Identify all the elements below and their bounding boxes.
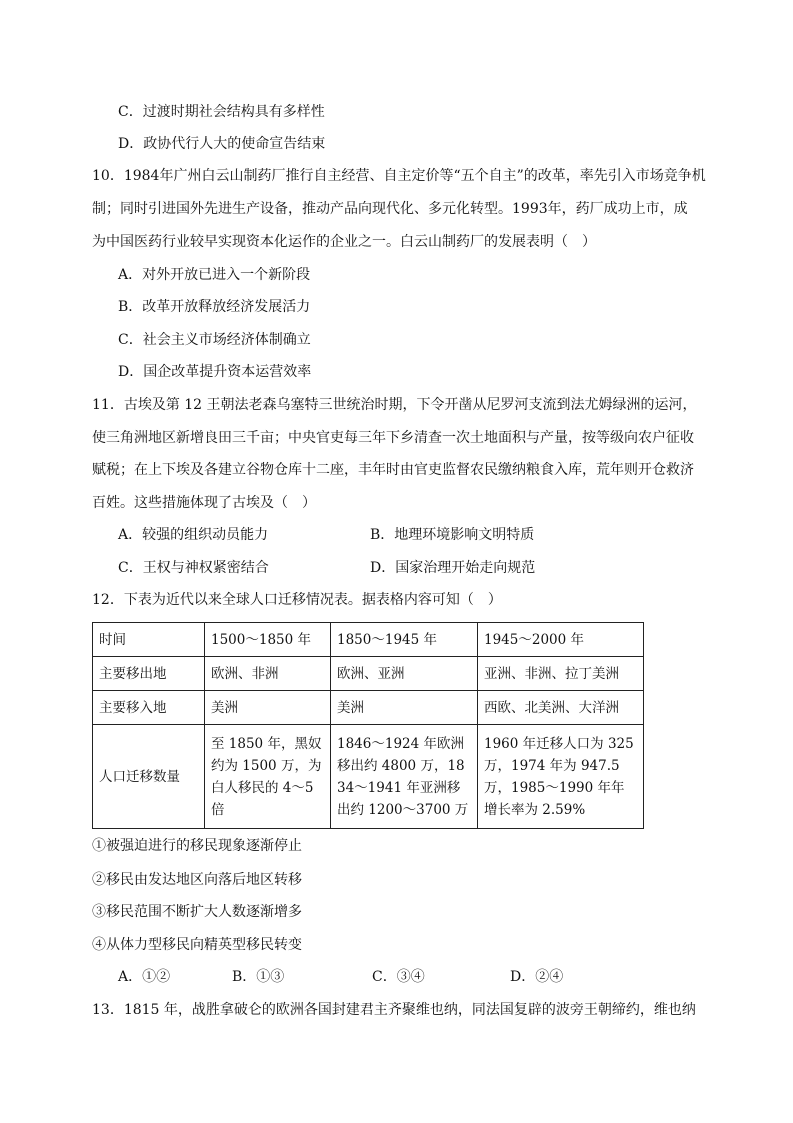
table-cell: 美洲 (205, 691, 331, 725)
q11-option-d: D．国家治理开始走向规范 (370, 560, 536, 576)
q12-option-a: A．①② (118, 969, 171, 985)
table-cell: 欧洲、亚洲 (331, 657, 478, 691)
q10-option-a: A．对外开放已进入一个新阶段 (118, 267, 311, 283)
table-cell: 人口迁移数量 (93, 725, 205, 829)
q9-option-c: C．过渡时期社会结构具有多样性 (118, 104, 325, 120)
q12-option-d: D．②④ (510, 969, 564, 985)
q10-stem-line-3: 为中国医药行业较早实现资本化运作的企业之一。白云山制药厂的发展表明（ ） (92, 234, 596, 250)
table-cell: 主要移入地 (93, 691, 205, 725)
q11-stem-line-2: 使三角洲地区新增良田三千亩；中央官吏每三年下乡清查一次土地面积与产量，按等级向农户征收 (92, 430, 694, 446)
q10-stem-line-1: 10．1984年广州白云山制药厂推行自主经营、自主定价等“五个自主”的改革，率先引入市场竞争机 (92, 168, 706, 184)
q12-item-4: ④从体力型移民向精英型移民转变 (92, 937, 302, 953)
q10-option-d: D．国企改革提升资本运营效率 (118, 364, 312, 380)
q12-item-2: ②移民由发达地区向落后地区转移 (92, 872, 302, 888)
q10-stem-line-2: 制；同时引进国外先进生产设备，推动产品向现代化、多元化转型。1993年，药厂成功上市，成 (92, 201, 688, 217)
q12-option-b: B．①③ (232, 969, 285, 985)
q12-item-3: ③移民范围不断扩大人数逐渐增多 (92, 904, 302, 920)
q11-option-a: A．较强的组织动员能力 (118, 527, 269, 543)
q11-option-c: C．王权与神权紧密结合 (118, 560, 269, 576)
table-row (93, 657, 644, 691)
table-cell: 1846～1924 年欧洲移出约 4800 万，1834～1941 年亚洲移出约 1200～3700 万 (331, 725, 478, 829)
table-cell: 主要移出地 (93, 657, 205, 691)
q10-option-c: C．社会主义市场经济体制确立 (118, 332, 311, 348)
table-header-cell: 1945～2000 年 (478, 623, 644, 657)
table-row (93, 691, 644, 725)
q13-stem-line-1: 13．1815 年，战胜拿破仑的欧洲各国封建君主齐聚维也纳，同法国复辟的波旁王朝缔约，维也纳 (92, 1002, 696, 1018)
table-cell: 美洲 (331, 691, 478, 725)
q12-item-1: ①被强迫进行的移民现象逐渐停止 (92, 838, 302, 854)
table-header-cell: 时间 (93, 623, 205, 657)
table-cell: 欧洲、非洲 (205, 657, 331, 691)
table-row (93, 725, 644, 829)
q11-option-b: B．地理环境影响文明特质 (370, 527, 535, 543)
table-cell: 至 1850 年，黑奴约为 1500 万，为白人移民的 4～5 倍 (205, 725, 331, 829)
migration-table (92, 622, 644, 829)
table-header-cell: 1850～1945 年 (331, 623, 478, 657)
table-header-row (93, 623, 644, 657)
table-header-cell: 1500～1850 年 (205, 623, 331, 657)
q12-option-c: C．③④ (372, 969, 425, 985)
q12-stem: 12．下表为近代以来全球人口迁移情况表。据表格内容可知（ ） (92, 592, 502, 608)
table-cell: 西欧、北美洲、大洋洲 (478, 691, 644, 725)
q10-option-b: B．改革开放释放经济发展活力 (118, 299, 311, 315)
q9-option-d: D．政协代行人大的使命宣告结束 (118, 136, 326, 152)
q11-stem-line-3: 赋税；在上下埃及各建立谷物仓库十二座，丰年时由官吏监督农民缴纳粮食入库，荒年则开仓救济 (92, 462, 694, 478)
q11-stem-line-4: 百姓。这些措施体现了古埃及（ ） (92, 495, 316, 511)
table-cell: 1960 年迁移人口为 325 万，1974 年为 947.5 万，1985～1990 年年增长率为 2.59% (478, 725, 644, 829)
table-cell: 亚洲、非洲、拉丁美洲 (478, 657, 644, 691)
q11-stem-line-1: 11．古埃及第 12 王朝法老森乌塞特三世统治时期，下令开凿从尼罗河支流到法尤姆绿洲的运河， (92, 397, 697, 413)
